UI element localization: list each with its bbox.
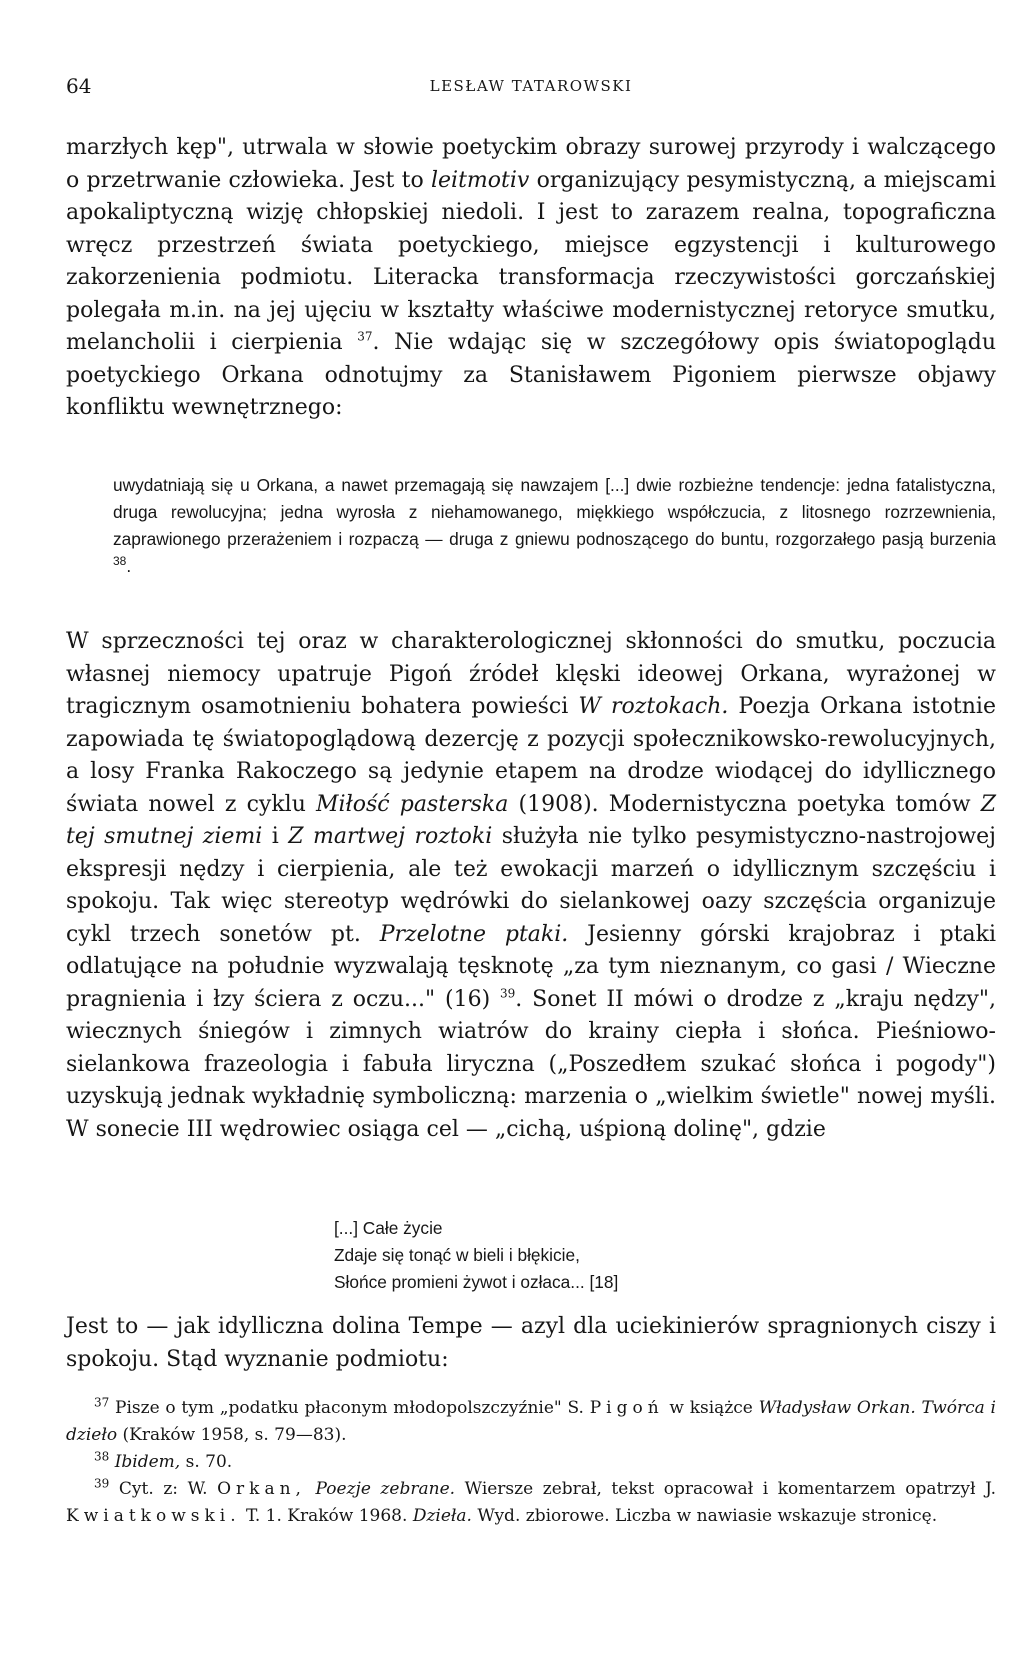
footnote-ref-38: 38 [113,554,127,569]
paragraph-1: marzłych kęp", utrwala w słowie poetyckim obrazy surowej przyrody i walczącego o przetrwanie człowieka. Jest to leitmotiv organizujący pesymistyczną, a miejscami apokaliptyczną wizję chłopskiej niedoli. I jest to zarazem realna, topograficzna wręcz przestrzeń świata poetyckiego, miejsce egzystencji i kulturowego zakorzenienia podmiotu. Literacka transformacja rzeczywistości gorczańskiej polegała m.in. na jej ujęciu w kształty właściwe modernistycznej retoryce smutku, melancholii i cierpienia $^{37}$. Nie wdając się w szczegółowy opis światopoglądu poetyckiego Orkana odnotujmy za Stanisławem Pigoniem pierwsze objawy konfliktu wewnętrznego: [66,135,997,420]
footnote-39: $^{39}$ Cyt. z: W. Orkan, Poezje zebrane. Wiersze zebrał, tekst opracował i komentarzem opatrzył J. Kwiatkowski. T. 1. Kraków 1968. Dzieła. Wyd. zbiorowe. Liczba w nawiasie wskazuje stronicę. [66,1476,996,1526]
footnote-number: 38 [94,1449,110,1464]
block-quote: uwydatniają się u Orkana, a nawet przemagają się nawzajem [...] dwie rozbieżne tendencje: jedna fatalistyczna, druga rewolucyjna; jedna wyrosła z niehamowanego, miękkiego współczucia, z litosnego rozrzewnienia, zaprawionego przerażeniem i rozpaczą — druga z gniewu podnoszącego do buntu, rozgorzałego pasją burzenia $^{38}$. [113,475,996,576]
footnote-number: 37 [94,1395,110,1410]
page-number: 64 [66,74,92,98]
footnote-37: $^{37}$ Pisze o tym „podatku płaconym młodopolszczyźnie" S. Pigoń w książce Władysław Orkan. Twórca i dzieło (Kraków 1958, s. 79—83). [66,1395,996,1445]
verse-line: [...] Całe życie [334,1218,443,1238]
running-head: LESŁAW TATAROWSKI [429,77,633,95]
paragraph-3: Jest to — jak idylliczna dolina Tempe — azyl dla uciekinierów spragnionych ciszy i spokoju. Stąd wyznanie podmiotu: [66,1314,996,1372]
verse-line: Słońce promieni żywot i ozłaca... [18] [334,1272,619,1292]
footnote-ref-37: 37 [357,329,373,344]
verse-quote [334,1215,934,1296]
paragraph-2: W sprzeczności tej oraz w charakterologicznej skłonności do smutku, poczucia własnej niemocy upatruje Pigoń źródeł klęski ideowej Orkana, wyrażonej w tragicznym osamotnieniu bohatera powieści W roztokach. Poezja Orkana istotnie zapowiada tę światopoglądową dezercję z pozycji społecznikowsko-rewolucyjnych, a losy Franka Rakoczego są jedynie etapem na drodze wiodącej do idyllicznego świata nowel z cyklu Miłość pasterska (1908). Modernistyczna poetyka tomów Z tej smutnej ziemi i Z martwej roztoki służyła nie tylko pesymistyczno-nastrojowej ekspresji nędzy i cierpienia, ale też ewokacji marzeń o idyllicznym szczęściu i spokoju. Tak więc stereotyp wędrówki do sielankowej oazy szczęścia organizuje cykl trzech sonetów pt. Przelotne ptaki. Jesienny górski krajobraz i ptaki odlatujące na południe wyzwalają tęsknotę „za tym nieznanym, co gasi / Wieczne pragnienia i łzy ściera z oczu..." (16) $^{39}$. Sonet II mówi o drodze z „kraju nędzy", wiecznych śniegów i zimnych wiatrów do krainy ciepła i słońca. Pieśniowo-sielankowa frazeologia i fabuła liryczna („Poszedłem szukać słońca i pogody") uzyskują jednak wykładnię symboliczną: marzenia o „wielkim świetle" nowej myśli. W sonecie III wędrowiec osiąga cel — „cichą, uśpioną dolinę", gdzie [66,629,997,1142]
footnote-number: 39 [94,1476,110,1491]
footnote-ref-39: 39 [500,986,516,1001]
page-header [66,74,996,104]
footnote-38: $^{38}$ Ibidem, s. 70. [94,1449,233,1472]
verse-line: Zdaje się tonąć w bieli i błękicie, [334,1245,580,1265]
